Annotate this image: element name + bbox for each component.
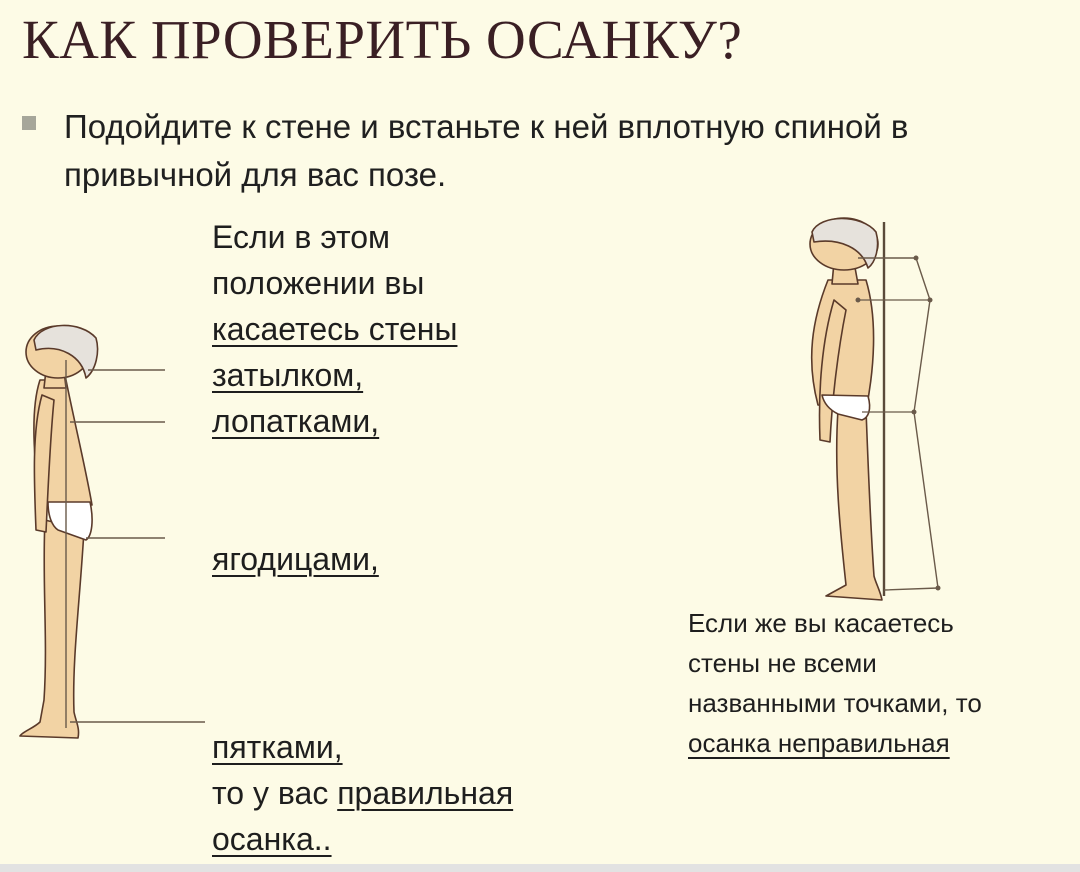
right-text-line-3: названными точками, то xyxy=(688,688,982,718)
left-text-back-of-head: затылком, xyxy=(212,357,364,393)
incorrect-posture-figure xyxy=(810,218,941,600)
left-text-prefix: то у вас xyxy=(212,775,329,811)
left-text-line-9: осанка.. xyxy=(212,821,332,857)
right-text-line-2: стены не всеми xyxy=(688,648,877,678)
page-title: КАК ПРОВЕРИТЬ ОСАНКУ? xyxy=(22,9,743,70)
left-text-heels: пятками, xyxy=(212,729,343,765)
right-text-line-1: Если же вы касаетесь xyxy=(688,608,954,638)
intro-text: Подойдите к стене и встаньте к ней вплотную спиной в привычной для вас позе. xyxy=(64,108,909,193)
bottom-bar xyxy=(0,864,1080,872)
left-text-line-1: Если в этом xyxy=(212,219,391,255)
left-text-line-3: касаетесь стены xyxy=(212,311,458,347)
left-text-shoulder-blades: лопатками, xyxy=(212,403,380,439)
right-text-line-4: осанка неправильная xyxy=(688,728,950,758)
left-text-buttocks: ягодицами, xyxy=(212,541,379,577)
left-text-line-2: положении вы xyxy=(212,265,425,301)
left-text-correct: правильная xyxy=(337,775,514,811)
correct-posture-figure xyxy=(20,325,205,738)
